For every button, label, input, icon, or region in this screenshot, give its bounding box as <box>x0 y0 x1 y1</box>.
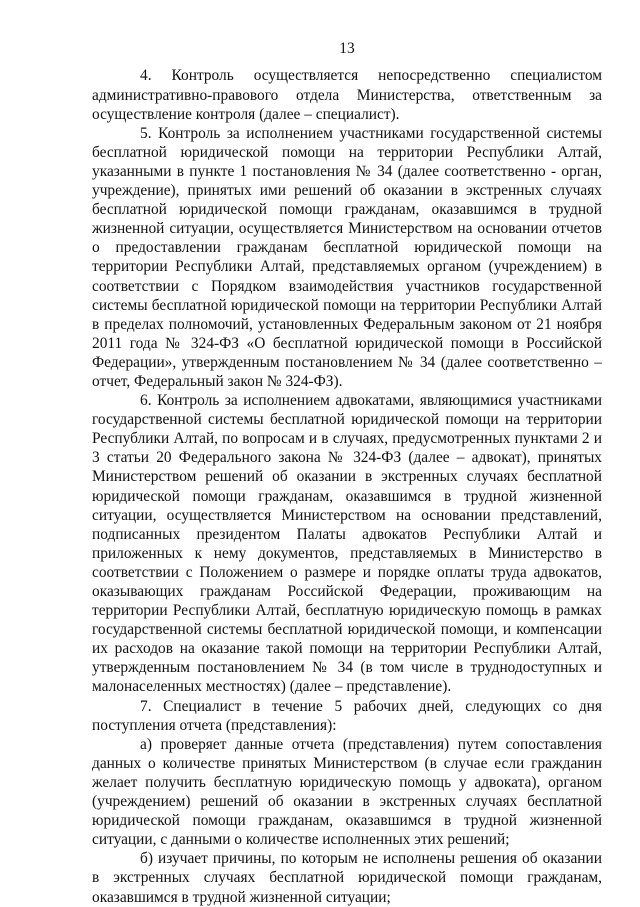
paragraph-7-b: б) изучает причины, по которым не исполнены решения об оказании в экстренных случаях бесплатной юридической помощи гражданам, оказавшимся в трудной жизненной ситуации; <box>92 850 602 906</box>
paragraph-4: 4. Контроль осуществляется непосредственно специалистом административно-правового отдела Министерства, ответственным за осуществление контроля (далее – специалист). <box>92 67 602 123</box>
paragraph-7-a: а) проверяет данные отчета (представления) путем сопоставления данных о количестве принятых Министерством (в случае если гражданин желает получить бесплатную юридическую помощь у адвоката), органом (учреждением) решений об оказании в экстренных случаях бесплатной юридической помощи гражданам, оказавшимся в трудной жизненной ситуации, с данными о количестве исполненных этих решений; <box>92 735 602 849</box>
paragraph-7: 7. Специалист в течение 5 рабочих дней, следующих со дня поступления отчета (представления): <box>92 697 602 734</box>
page-number: 13 <box>339 40 355 57</box>
paragraph-5: 5. Контроль за исполнением участниками государственной системы бесплатной юридической помощи на территории Республики Алтай, указанными в пункте 1 постановления № 34 (далее соответственно - орган, учреждение), принятых ими решений об оказании в экстренных случаях бесплатной юридической помощи гражданам, оказавшимся в трудной жизненной ситуации, осуществляется Министерством на основании отчетов о предоставлении гражданам бесплатной юридической помощи на территории Республики Алтай, представляемых органом (учреждением) в соответствии с Порядком взаимодействия участников государственной системы бесплатной юридической помощи на территории Республики Алтай в пределах полномочий, установленных Федеральным законом от 21 ноября 2011 года № 324-ФЗ «О бесплатной юридической помощи в Российской Федерации», утвержденным постановлением № 34 (далее соответственно – отчет, Федеральный закон № 324-ФЗ). <box>92 124 602 390</box>
paragraph-6: 6. Контроль за исполнением адвокатами, являющимися участниками государственной системы бесплатной юридической помощи на территории Республики Алтай, по вопросам и в случаях, предусмотренных пунктами 2 и 3 статьи 20 Федерального закона № 324-ФЗ (далее – адвокат), принятых Министерством решений об оказании в экстренных случаях бесплатной юридической помощи гражданам, оказавшимся в трудной жизненной ситуации, осуществляется Министерством на основании представлений, подписанных президентом Палаты адвокатов Республики Алтай и приложенных к нему документов, представляемых в Министерство в соответствии с Положением о размере и порядке оплаты труда адвокатов, оказывающих гражданам Российской Федерации, проживающим на территории Республики Алтай, бесплатную юридическую помощь в рамках государственной системы бесплатной юридической помощи, и компенсации их расходов на оказание такой помощи на территории Республики Алтай, утвержденным постановлением № 34 (в том числе в труднодоступных и малонаселенных местностях) (далее – представление). <box>92 392 602 696</box>
